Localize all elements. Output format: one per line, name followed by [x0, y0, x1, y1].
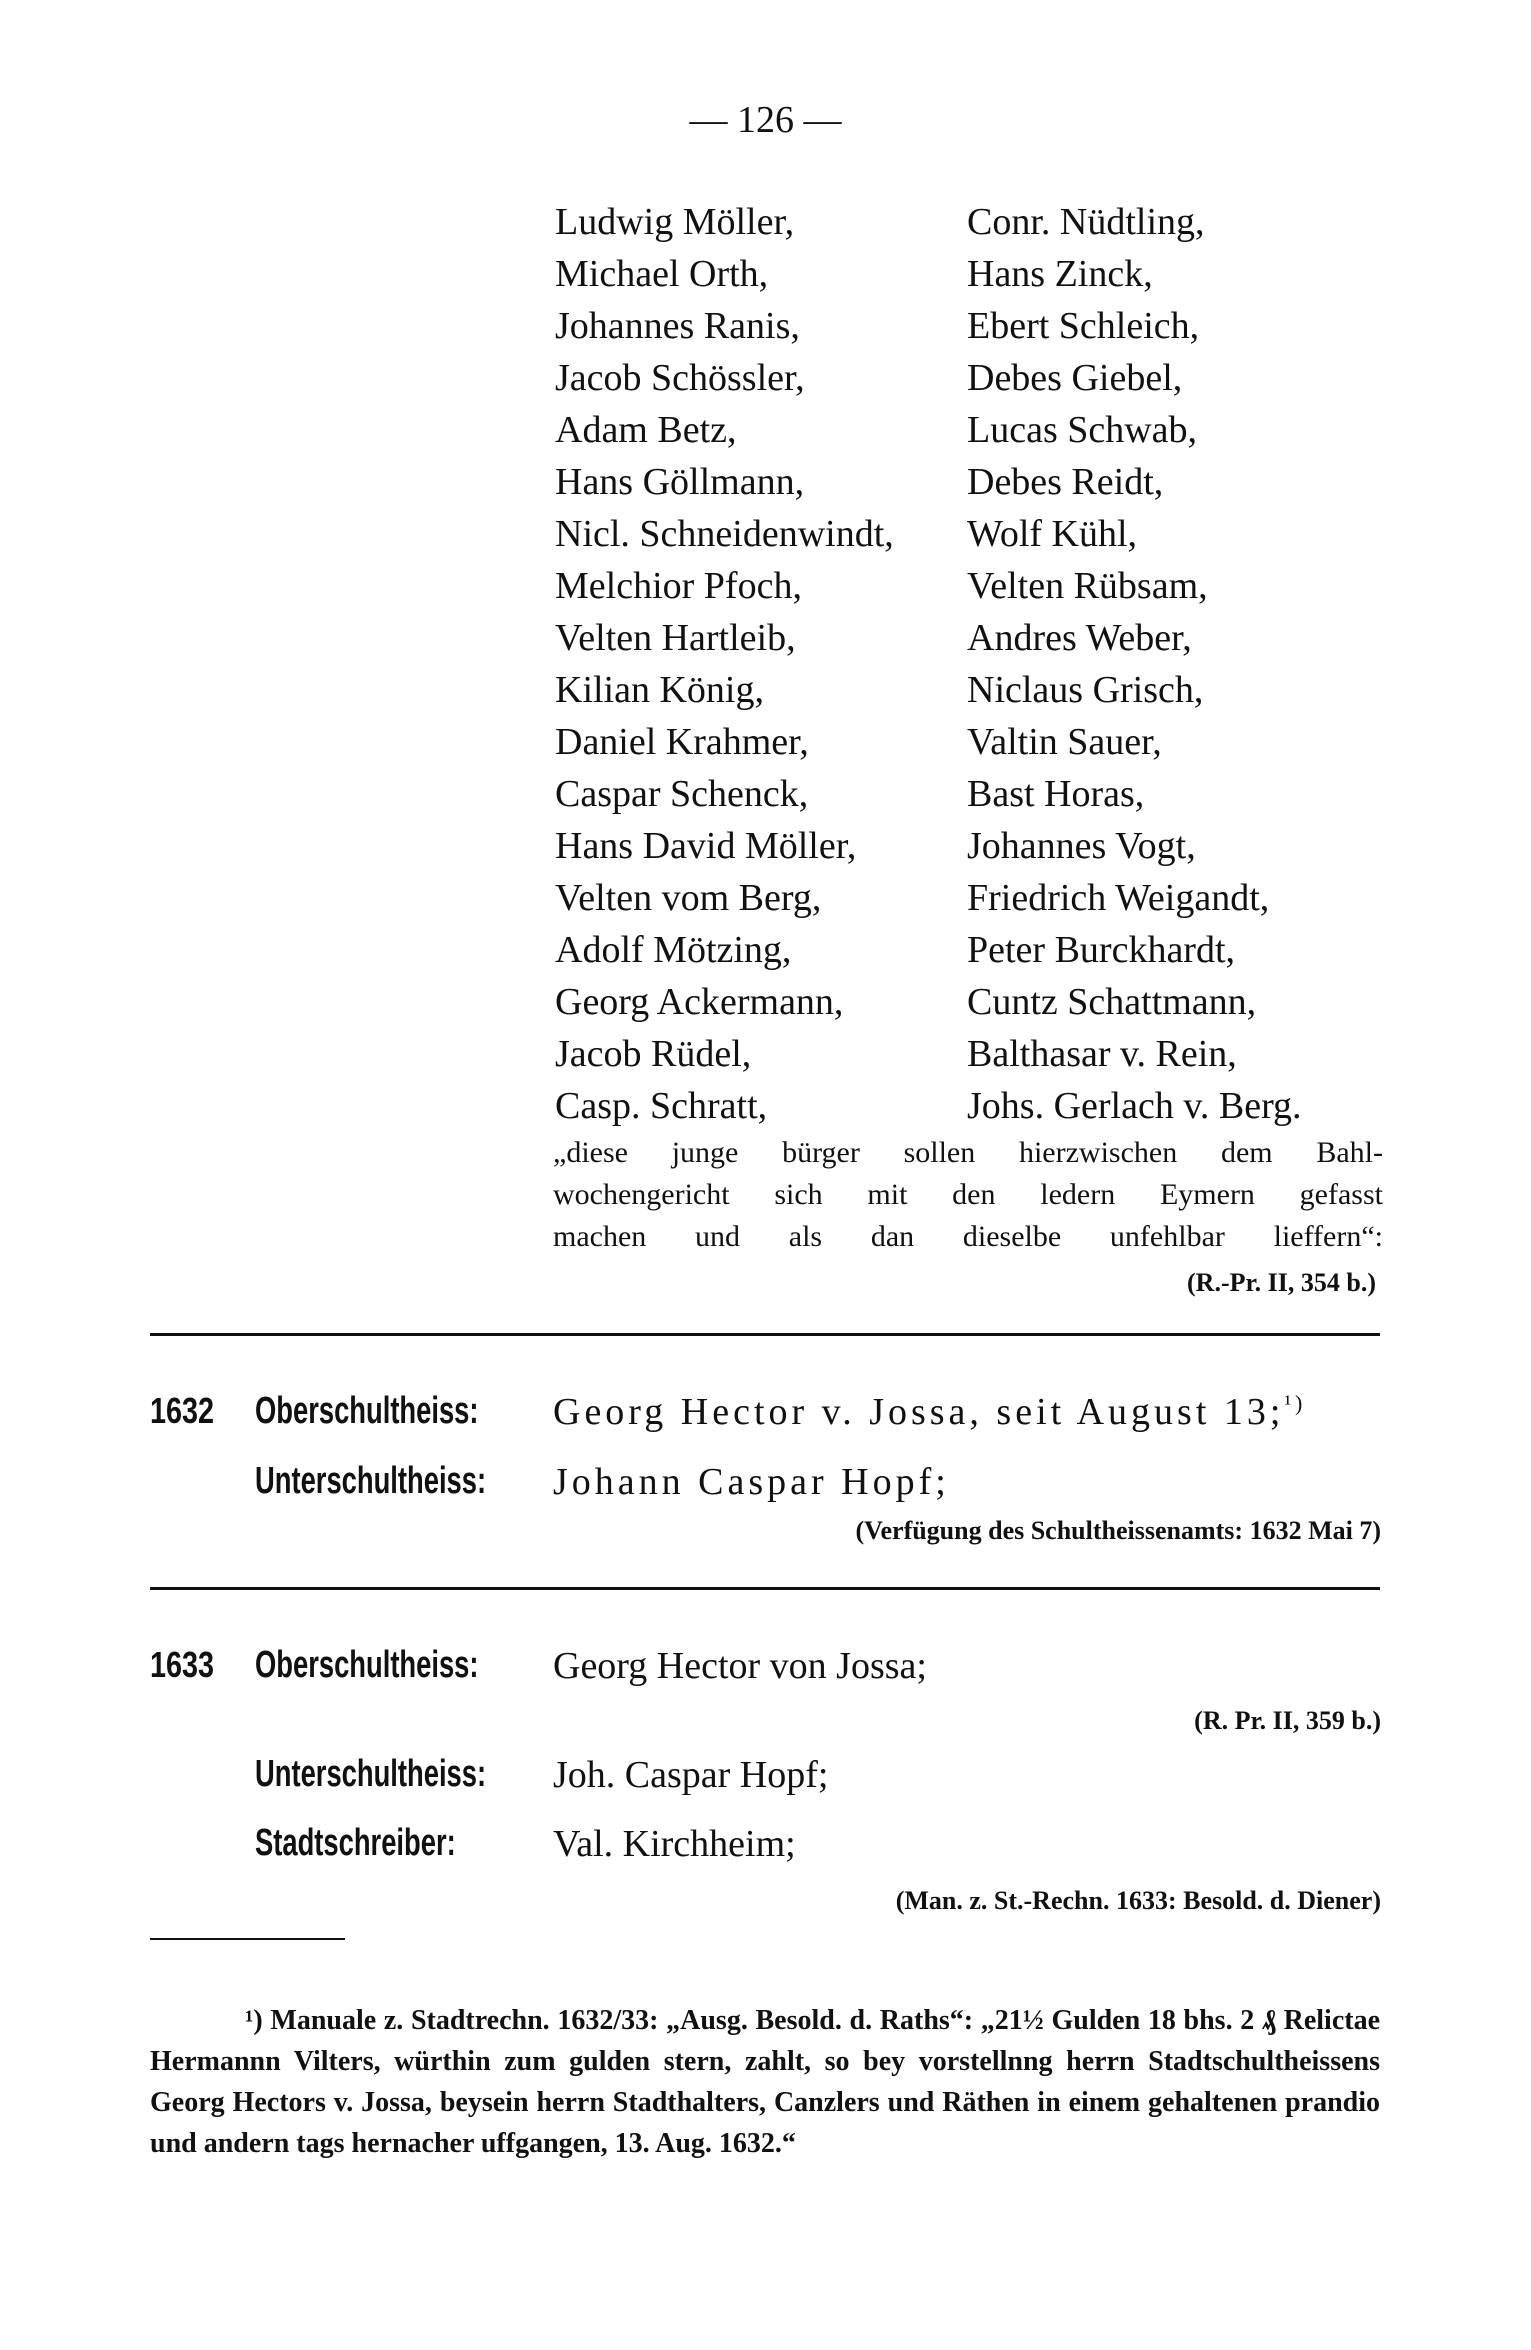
quote-line: „diese junge bürger sollen hierzwischen dem Bahl- — [553, 1136, 1383, 1169]
name-col2: Ebert Schleich, — [967, 305, 1200, 347]
name-col1: Casp. Schratt, — [555, 1085, 768, 1127]
name-col1: Velten vom Berg, — [555, 877, 822, 919]
stadt-value-1633: Val. Kirchheim; — [553, 1823, 796, 1865]
name-col2: Johs. Gerlach v. Berg. — [967, 1085, 1302, 1127]
name-col2: Peter Burckhardt, — [967, 929, 1236, 971]
name-col1: Adolf Mötzing, — [555, 929, 792, 971]
name-col1: Michael Orth, — [555, 253, 769, 295]
name-col2: Velten Rübsam, — [967, 565, 1208, 607]
name-col1: Jacob Schössler, — [555, 357, 805, 399]
name-col2: Lucas Schwab, — [967, 409, 1198, 451]
name-col1: Daniel Krahmer, — [555, 721, 809, 763]
name-col1: Hans David Möller, — [555, 825, 857, 867]
name-col2: Friedrich Weigandt, — [967, 877, 1270, 919]
name-col2: Bast Horas, — [967, 773, 1145, 815]
ober-label-1632: Oberschultheiss: — [255, 1390, 479, 1432]
name-col1: Ludwig Möller, — [555, 201, 795, 243]
name-col2: Debes Reidt, — [967, 461, 1164, 503]
name-col2: Conr. Nüdtling, — [967, 201, 1205, 243]
name-col1: Kilian König, — [555, 669, 764, 711]
name-col2: Wolf Kühl, — [967, 513, 1138, 555]
name-col1: Caspar Schenck, — [555, 773, 809, 815]
name-col1: Melchior Pfoch, — [555, 565, 802, 607]
ober-value-1633: Georg Hector von Jossa; — [553, 1645, 927, 1687]
year-1632: 1632 — [150, 1390, 215, 1431]
footnote-ref: ¹) — [1284, 1390, 1307, 1416]
name-col1: Jacob Rüdel, — [555, 1033, 752, 1075]
source-1632: (Verfügung des Schultheissenamts: 1632 Mai 7) — [855, 1516, 1381, 1545]
unter-label-1632: Unterschultheiss: — [255, 1460, 487, 1502]
footnote: ¹) Manuale z. Stadtrechn. 1632/33: „Ausg. Besold. d. Raths“: „21½ Gulden 18 bhs. 2 ₰ Relictae Hermannn Vilters, würthin zum gulden stern, zahlt, so bey vorstellnng herrn Stadtschultheissens Georg Hectors v. Jossa, beysein herrn Stadthalters, Canzlers und Räthen in einem gehaltenen prandio und andern tags hernacher uffgangen, 13. Aug. 1632.“ — [150, 2005, 1380, 2159]
footnote-divider — [150, 1938, 345, 1940]
page-number: — 126 — — [689, 99, 842, 141]
name-col2: Balthasar v. Rein, — [967, 1033, 1237, 1075]
name-col2: Johannes Vogt, — [967, 825, 1196, 867]
ober-name-1632: Georg Hector v. Jossa, seit August 13; — [553, 1391, 1285, 1433]
unter-label-1633: Unterschultheiss: — [255, 1753, 487, 1795]
stadt-label-1633: Stadtschreiber: — [255, 1822, 456, 1864]
ober-source-1633: (R. Pr. II, 359 b.) — [1194, 1706, 1381, 1735]
divider — [150, 1333, 1380, 1336]
divider — [150, 1587, 1380, 1590]
name-col1: Johannes Ranis, — [555, 305, 800, 347]
quote-line: wochengericht sich mit den ledern Eymern gefasst — [553, 1178, 1383, 1211]
unter-value-1632: Johann Caspar Hopf; — [553, 1461, 950, 1503]
name-col2: Niclaus Grisch, — [967, 669, 1204, 711]
quote-source: (R.-Pr. II, 354 b.) — [1187, 1268, 1376, 1297]
year-1633: 1633 — [150, 1644, 215, 1685]
name-col2: Debes Giebel, — [967, 357, 1183, 399]
name-col2: Valtin Sauer, — [967, 721, 1162, 763]
ober-value-1632 — [553, 1390, 1306, 1434]
name-col1: Adam Betz, — [555, 409, 737, 451]
name-col2: Hans Zinck, — [967, 253, 1153, 295]
name-col1: Hans Göllmann, — [555, 461, 805, 503]
name-col1: Georg Ackermann, — [555, 981, 844, 1023]
quote-line: machen und als dan dieselbe unfehlbar lieffern“: — [553, 1220, 1383, 1253]
name-col1: Velten Hartleib, — [555, 617, 796, 659]
source-1633: (Man. z. St.-Rechn. 1633: Besold. d. Diener) — [895, 1886, 1381, 1915]
ober-label-1633: Oberschultheiss: — [255, 1644, 479, 1686]
name-col1: Nicl. Schneidenwindt, — [555, 513, 894, 555]
name-col2: Cuntz Schattmann, — [967, 981, 1257, 1023]
name-col2: Andres Weber, — [967, 617, 1192, 659]
unter-value-1633: Joh. Caspar Hopf; — [553, 1754, 829, 1796]
